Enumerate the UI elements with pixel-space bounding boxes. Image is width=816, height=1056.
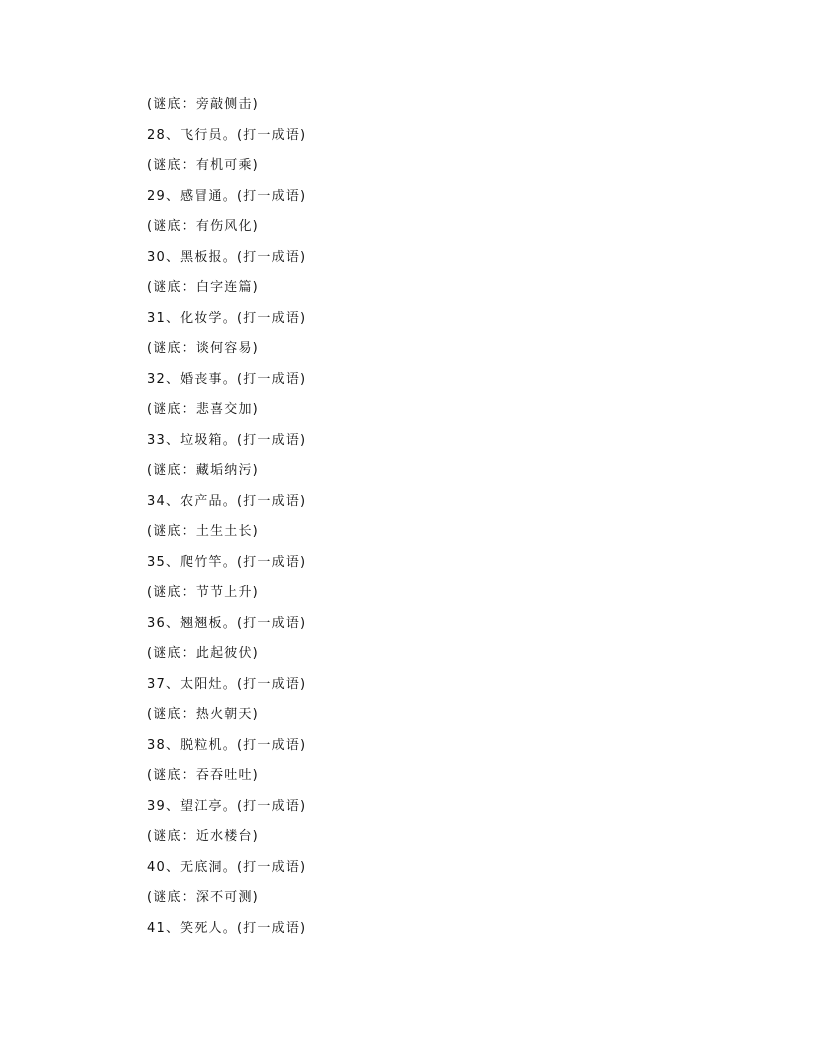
riddle-answer: (谜底：深不可测) — [147, 890, 259, 905]
riddle-answer: (谜底：有伤风化) — [147, 219, 259, 234]
riddle-question: 37、太阳灶。(打一成语) — [147, 676, 307, 692]
riddle-answer: (谜底：近水楼台) — [147, 829, 259, 844]
riddle-answer: (谜底：白字连篇) — [147, 280, 259, 295]
riddle-question: 29、感冒通。(打一成语) — [147, 188, 307, 204]
riddle-answer: (谜底：有机可乘) — [147, 158, 259, 173]
riddle-answer: (谜底：节节上升) — [147, 585, 259, 600]
riddle-question: 35、爬竹竿。(打一成语) — [147, 554, 307, 570]
riddle-question: 34、农产品。(打一成语) — [147, 493, 307, 509]
riddle-answer: (谜底：谈何容易) — [147, 341, 259, 356]
riddle-question: 30、黑板报。(打一成语) — [147, 249, 307, 265]
riddle-question: 39、望江亭。(打一成语) — [147, 798, 307, 814]
riddle-list — [147, 94, 747, 948]
riddle-answer: (谜底：热火朝天) — [147, 707, 259, 722]
riddle-question: 36、翘翘板。(打一成语) — [147, 615, 307, 631]
riddle-question: 32、婚丧事。(打一成语) — [147, 371, 307, 387]
riddle-answer: (谜底：此起彼伏) — [147, 646, 259, 661]
riddle-question: 31、化妆学。(打一成语) — [147, 310, 307, 326]
riddle-answer: (谜底：悲喜交加) — [147, 402, 259, 417]
riddle-answer: (谜底：土生土长) — [147, 524, 259, 539]
riddle-question: 40、无底洞。(打一成语) — [147, 859, 307, 875]
riddle-question: 33、垃圾箱。(打一成语) — [147, 432, 307, 448]
riddle-question: 41、笑死人。(打一成语) — [147, 920, 307, 936]
riddle-question: 28、飞行员。(打一成语) — [147, 127, 307, 143]
riddle-answer: (谜底：藏垢纳污) — [147, 463, 259, 478]
riddle-answer: (谜底：旁敲侧击) — [147, 97, 259, 112]
riddle-question: 38、脱粒机。(打一成语) — [147, 737, 307, 753]
riddle-answer: (谜底：吞吞吐吐) — [147, 768, 259, 783]
